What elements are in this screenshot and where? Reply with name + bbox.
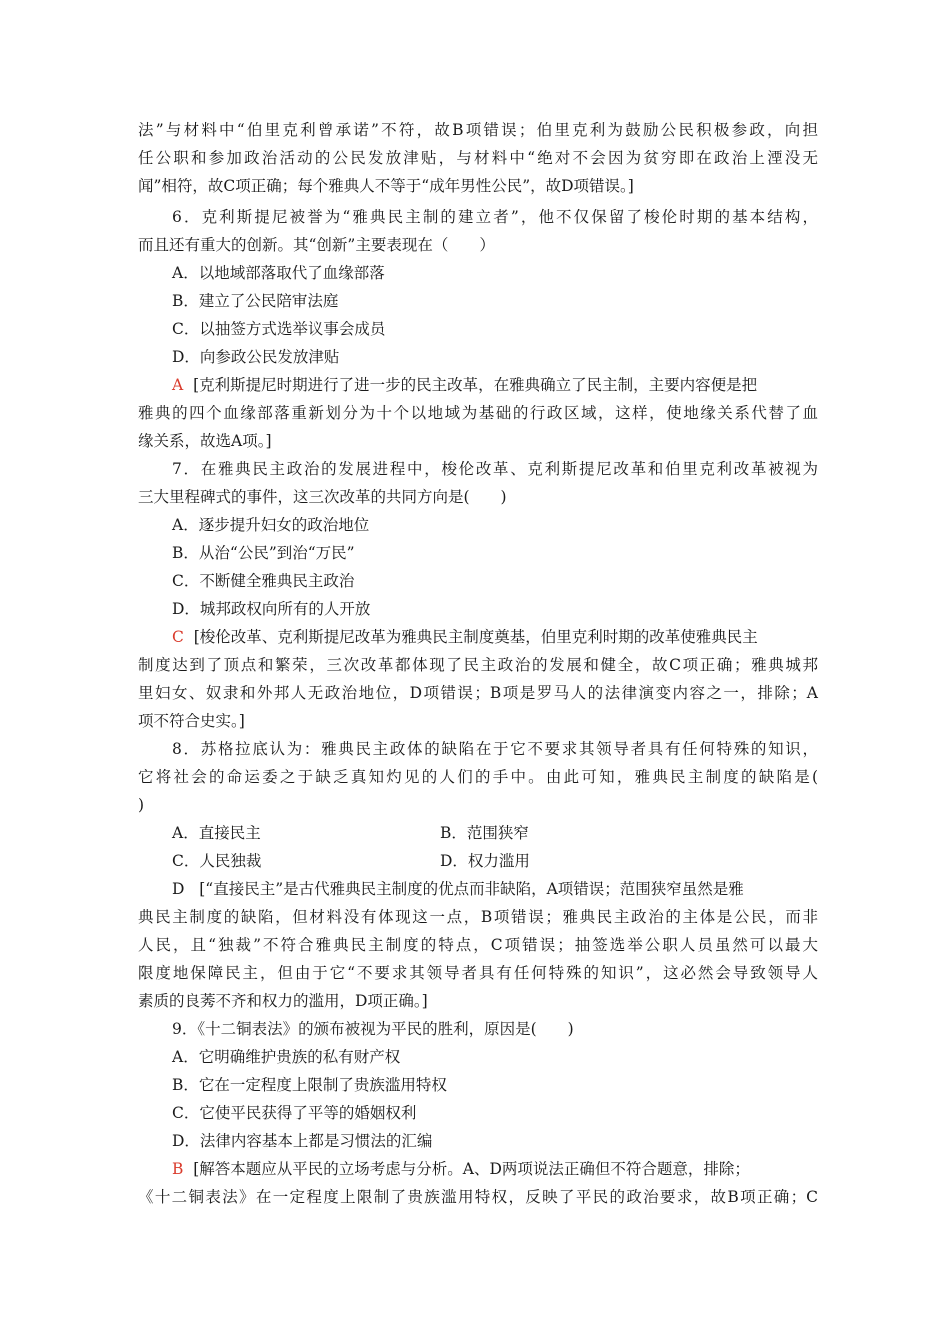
q6-answer-letter: A: [172, 376, 184, 394]
q8-stem-line: 8．苏格拉底认为：雅典民主政体的缺陷在于它不要求其领导者具有任何特殊的知识，: [172, 740, 818, 758]
q9-answer-letter: B: [172, 1160, 184, 1178]
q7-option-b: B．从治“公民”到治“万民”: [172, 544, 355, 562]
q7-analysis-text: [梭伦改革、克利斯提尼改革为雅典民主制度奠基，伯里克利时期的改革使雅典民主: [193, 628, 758, 646]
q6-option-c: C．以抽签方式选举议事会成员: [172, 320, 386, 338]
q7-option-c: C．不断健全雅典民主政治: [172, 572, 355, 590]
q8-analysis-line: 人民，且“独裁”不符合雅典民主制度的特点，C项错误；抽签选举公职人员虽然可以最大: [138, 936, 818, 954]
q8-analysis-line: [172, 879, 818, 899]
q9-option-d: D．法律内容基本上都是习惯法的汇编: [172, 1132, 433, 1150]
q5-analysis-line: 任公职和参加政治活动的公民发放津贴，与材料中“绝对不会因为贫穷即在政治上湮没无: [138, 149, 818, 167]
q8-stem-line: 它将社会的命运委之于缺乏真知灼见的人们的手中。由此可知，雅典民主制度的缺陷是(: [138, 768, 818, 786]
q9-analysis-line: 《十二铜表法》在一定程度上限制了贵族滥用特权，反映了平民的政治要求，故B项正确；C: [138, 1188, 818, 1206]
q7-analysis-line: 项不符合史实。]: [138, 712, 245, 730]
q8-analysis-text: [“直接民主”是古代雅典民主制度的优点而非缺陷，A项错误；范围狭窄虽然是雅: [199, 880, 744, 898]
q9-analysis-text: [解答本题应从平民的立场考虑与分析。A、D两项说法正确但不符合题意，排除；: [193, 1160, 750, 1178]
q8-option-c: C．人民独裁: [172, 852, 262, 870]
q8-option-b: B．范围狭窄: [440, 824, 529, 842]
q6-analysis-line: [172, 375, 818, 395]
q8-stem-line: ): [138, 796, 145, 814]
q9-option-c: C．它使平民获得了平等的婚姻权利: [172, 1104, 417, 1122]
q8-option-row: [172, 823, 818, 843]
q7-analysis-line: 制度达到了顶点和繁荣，三次改革都体现了民主政治的发展和健全，故C项正确；雅典城邦: [138, 656, 818, 674]
q6-analysis-line: 缘关系，故选A项。]: [138, 432, 272, 450]
q6-option-d: D．向参政公民发放津贴: [172, 348, 340, 366]
q8-analysis-line: 限度地保障民主，但由于它“不要求其领导者具有任何特殊的知识”，这必然会导致领导人: [138, 964, 818, 982]
q6-option-a: A．以地域部落取代了血缘部落: [172, 264, 385, 282]
q7-option-d: D．城邦政权向所有的人开放: [172, 600, 371, 618]
q8-analysis-line: 典民主制度的缺陷，但材料没有体现这一点，B项错误；雅典民主政治的主体是公民，而非: [138, 908, 818, 926]
q5-analysis-line: 闻”相符，故C项正确；每个雅典人不等于“成年男性公民”，故D项错误。]: [138, 177, 634, 195]
q8-option-row: [172, 851, 818, 871]
q8-option-d: D．权力滥用: [440, 852, 530, 870]
q7-analysis-line: [172, 627, 818, 647]
q7-stem-line: 三大里程碑式的事件，这三次改革的共同方向是( ): [138, 488, 507, 506]
q9-stem-line: 9．《十二铜表法》的颁布被视为平民的胜利，原因是( ): [172, 1020, 574, 1038]
q6-analysis-line: 雅典的四个血缘部落重新划分为十个以地域为基础的行政区域，这样，使地缘关系代替了血: [138, 404, 818, 422]
q8-analysis-line: 素质的良莠不齐和权力的滥用，D项正确。]: [138, 992, 428, 1010]
q5-analysis-line: 法”与材料中“伯里克利曾承诺”不符，故B项错误；伯里克利为鼓励公民积极参政，向担: [138, 121, 818, 139]
q7-option-a: A．逐步提升妇女的政治地位: [172, 516, 370, 534]
q6-stem-line: 而且还有重大的创新。其“创新”主要表现在（ ）: [138, 236, 495, 254]
q6-analysis-text: [克利斯提尼时期进行了进一步的民主改革，在雅典确立了民主制，主要内容便是把: [193, 376, 758, 394]
q7-analysis-line: 里妇女、奴隶和外邦人无政治地位，D项错误；B项是罗马人的法律演变内容之一，排除；A: [138, 684, 818, 702]
q9-option-b: B．它在一定程度上限制了贵族滥用特权: [172, 1076, 447, 1094]
q6-stem-line: 6．克利斯提尼被誉为“雅典民主制的建立者”，他不仅保留了梭伦时期的基本结构，: [172, 208, 818, 226]
q7-answer-letter: C: [172, 628, 184, 646]
q8-option-a: A．直接民主: [172, 824, 261, 842]
q8-answer-letter: D: [172, 880, 185, 898]
q6-option-b: B．建立了公民陪审法庭: [172, 292, 339, 310]
q9-analysis-line: [172, 1159, 818, 1179]
q9-option-a: A．它明确维护贵族的私有财产权: [172, 1048, 401, 1066]
q7-stem-line: 7．在雅典民主政治的发展进程中，梭伦改革、克利斯提尼改革和伯里克利改革被视为: [172, 460, 818, 478]
